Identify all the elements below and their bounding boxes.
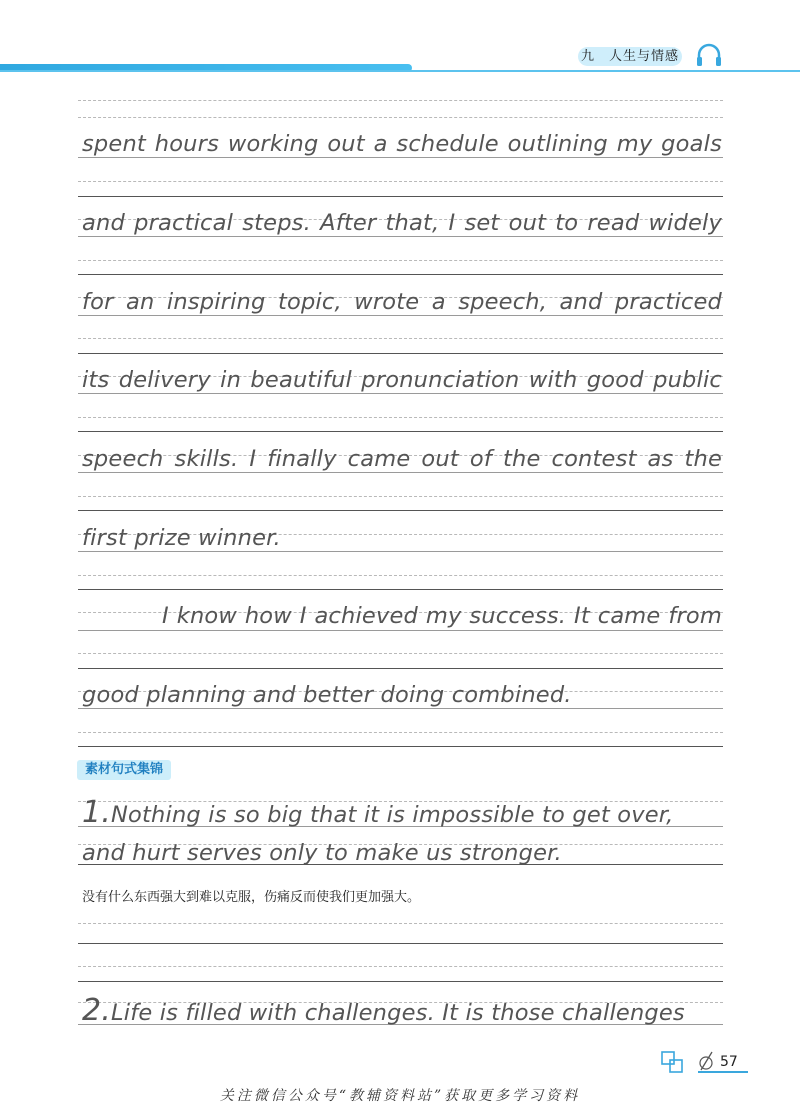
passage-line: for an inspiring topic, wrote a speech, and practiced — [82, 289, 722, 315]
sentence-text: Nothing is so big that it is impossible to get over, — [111, 802, 674, 828]
page-number-underline — [698, 1071, 748, 1073]
sentence-1-translation: 没有什么东西强大到难以克服，伤痛反而使我们更加强大。 — [82, 890, 421, 905]
footer-note: 关注微信公众号“教辅资料站”获取更多学习资料 — [219, 1088, 581, 1104]
passage-line: first prize winner. — [82, 525, 281, 551]
passage-line: good planning and better doing combined. — [82, 682, 572, 708]
sentence-number: 2. — [82, 993, 112, 1028]
header-rule — [0, 70, 800, 72]
passage-line-indented: I know how I achieved my success. It came from — [162, 603, 722, 629]
pen-icon — [697, 1050, 715, 1072]
chapter-label: 九 人生与情感 — [578, 47, 682, 66]
sentence-2-line-1 — [82, 993, 722, 1028]
sentence-1-line-2: and hurt serves only to make us stronger. — [82, 840, 562, 866]
passage-line: its delivery in beautiful pronunciation with good public — [82, 367, 722, 393]
squares-decoration-icon — [660, 1050, 686, 1076]
page-number: 57 — [720, 1054, 738, 1070]
passage-line: and practical steps. After that, I set out to read widely — [82, 210, 722, 236]
sentence-1-line-1 — [82, 795, 722, 830]
headphones-icon — [694, 42, 724, 68]
passage-line: spent hours working out a schedule outlining my goals — [82, 131, 722, 157]
passage-line: speech skills. I finally came out of the contest as the — [82, 446, 722, 472]
sentence-text: Life is filled with challenges. It is those challenges — [111, 1000, 685, 1026]
section-title-badge: 素材句式集锦 — [77, 760, 171, 780]
sentence-number: 1. — [82, 795, 112, 830]
